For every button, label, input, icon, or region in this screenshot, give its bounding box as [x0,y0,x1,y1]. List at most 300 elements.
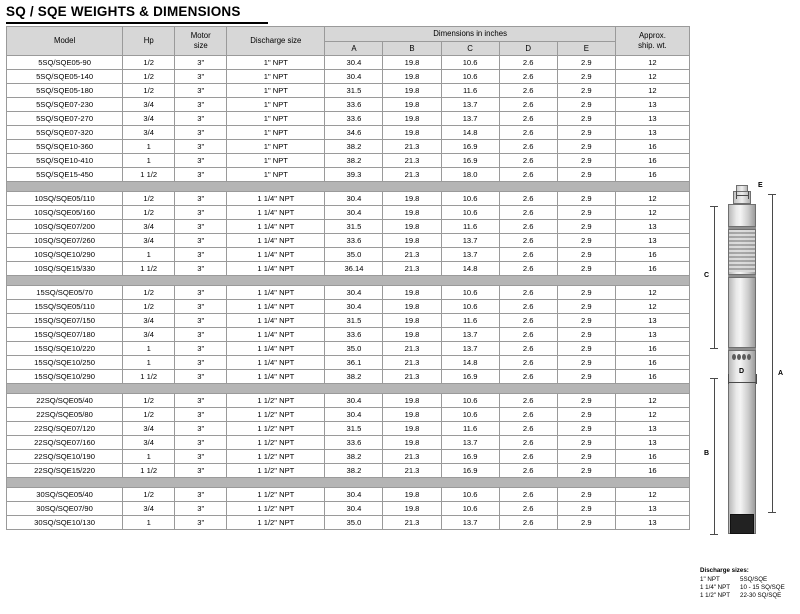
cell-e: 2.9 [557,502,615,516]
cell-ship-weight: 13 [615,314,689,328]
cell-motor-size: 3" [175,286,227,300]
cell-b: 19.8 [383,394,441,408]
column-header-e: E [557,41,615,56]
cell-b: 19.8 [383,502,441,516]
cell-ship-weight: 12 [615,300,689,314]
cell-discharge-size: 1 1/2" NPT [227,408,325,422]
table-row [7,342,690,356]
pump-intake-ports [732,354,752,361]
cell-hp: 1/2 [123,408,175,422]
footnote-model-range: 22-30 SQ/SQE [740,592,782,599]
cell-d: 2.6 [499,126,557,140]
cell-c: 10.6 [441,394,499,408]
cell-d: 2.6 [499,168,557,182]
cell-ship-weight: 13 [615,98,689,112]
table-row [7,502,690,516]
dimension-a-line [772,194,773,512]
cell-b: 21.3 [383,356,441,370]
cell-model: 15SQ/SQE10/290 [7,370,123,384]
cell-motor-size: 3" [175,98,227,112]
cell-b: 21.3 [383,154,441,168]
cell-d: 2.6 [499,356,557,370]
cell-e: 2.9 [557,464,615,478]
footnote-model-range: 5SQ/SQE [740,576,768,583]
cell-model: 5SQ/SQE05-180 [7,84,123,98]
cell-hp: 1/2 [123,300,175,314]
cell-hp: 3/4 [123,98,175,112]
cell-e: 2.9 [557,394,615,408]
cell-c: 10.6 [441,70,499,84]
cell-c: 16.9 [441,464,499,478]
cell-hp: 3/4 [123,502,175,516]
pump-motor-end [730,514,754,534]
cell-c: 14.8 [441,356,499,370]
cell-b: 21.3 [383,168,441,182]
cell-ship-weight: 16 [615,342,689,356]
footnote-rows [700,576,798,600]
cell-e: 2.9 [557,98,615,112]
cell-a: 31.5 [325,220,383,234]
cell-ship-weight: 16 [615,248,689,262]
cell-b: 19.8 [383,192,441,206]
motor-size-line2: size [193,41,208,50]
cell-motor-size: 3" [175,464,227,478]
cell-d: 2.6 [499,502,557,516]
cell-hp: 3/4 [123,328,175,342]
cell-discharge-size: 1 1/2" NPT [227,450,325,464]
cell-b: 21.3 [383,516,441,530]
cell-motor-size: 3" [175,206,227,220]
cell-hp: 1/2 [123,84,175,98]
cell-e: 2.9 [557,248,615,262]
pump-dimension-drawing [700,182,796,562]
cell-d: 2.6 [499,328,557,342]
cell-hp: 1 1/2 [123,370,175,384]
cell-a: 33.6 [325,328,383,342]
cell-motor-size: 3" [175,56,227,70]
table-row [7,126,690,140]
cell-e: 2.9 [557,328,615,342]
cell-model: 22SQ/SQE10/190 [7,450,123,464]
cell-d: 2.6 [499,140,557,154]
footnote-row [700,584,798,592]
table-row [7,206,690,220]
cell-ship-weight: 16 [615,154,689,168]
cell-motor-size: 3" [175,422,227,436]
cell-ship-weight: 16 [615,168,689,182]
cell-a: 30.4 [325,70,383,84]
cell-c: 14.8 [441,126,499,140]
ship-weight-line1: Approx. [638,31,666,40]
cell-motor-size: 3" [175,262,227,276]
cell-c: 13.7 [441,112,499,126]
cell-model: 5SQ/SQE05-90 [7,56,123,70]
cell-discharge-size: 1" NPT [227,154,325,168]
cell-hp: 3/4 [123,314,175,328]
table-row [7,98,690,112]
cell-b: 19.8 [383,56,441,70]
table-row [7,422,690,436]
dimension-b-top-tick [710,378,718,379]
cell-motor-size: 3" [175,300,227,314]
page-title-block [6,4,794,24]
table-row [7,112,690,126]
cell-ship-weight: 13 [615,112,689,126]
cell-a: 35.0 [325,516,383,530]
cell-motor-size: 3" [175,516,227,530]
table-row [7,408,690,422]
cell-ship-weight: 13 [615,422,689,436]
cell-c: 11.6 [441,84,499,98]
table-group-separator [7,478,690,488]
cell-hp: 1 [123,342,175,356]
cell-a: 38.2 [325,464,383,478]
dimension-d-right-tick [756,374,757,384]
cell-model: 5SQ/SQE10-360 [7,140,123,154]
cell-discharge-size: 1 1/2" NPT [227,516,325,530]
cell-d: 2.6 [499,248,557,262]
footnote-row [700,592,798,600]
cell-model: 15SQ/SQE10/250 [7,356,123,370]
cell-ship-weight: 12 [615,408,689,422]
cell-discharge-size: 1 1/4" NPT [227,300,325,314]
cell-motor-size: 3" [175,450,227,464]
table-row [7,262,690,276]
cell-c: 11.6 [441,422,499,436]
cell-model: 5SQ/SQE07-270 [7,112,123,126]
dimension-c-top-tick [710,206,718,207]
table-row [7,234,690,248]
cell-model: 10SQ/SQE07/200 [7,220,123,234]
cell-e: 2.9 [557,112,615,126]
cell-c: 14.8 [441,262,499,276]
cell-hp: 1 [123,356,175,370]
cell-model: 5SQ/SQE15-450 [7,168,123,182]
table-row [7,328,690,342]
cell-b: 19.8 [383,328,441,342]
dimension-e-line [736,195,748,196]
cell-hp: 1/2 [123,56,175,70]
cell-hp: 3/4 [123,112,175,126]
cell-d: 2.6 [499,450,557,464]
cell-e: 2.9 [557,314,615,328]
cell-a: 33.6 [325,436,383,450]
cell-d: 2.6 [499,464,557,478]
dimension-e-right-tick [748,191,749,199]
table-row [7,248,690,262]
cell-hp: 1 [123,248,175,262]
cell-discharge-size: 1 1/4" NPT [227,262,325,276]
cell-b: 19.8 [383,234,441,248]
cell-d: 2.6 [499,286,557,300]
cell-a: 33.6 [325,234,383,248]
cell-b: 21.3 [383,450,441,464]
cell-motor-size: 3" [175,488,227,502]
cell-motor-size: 3" [175,234,227,248]
cell-d: 2.6 [499,300,557,314]
footnote-row [700,576,798,584]
cell-b: 19.8 [383,220,441,234]
cell-a: 38.2 [325,154,383,168]
cell-discharge-size: 1" NPT [227,126,325,140]
specifications-table-wrapper [6,26,690,530]
cell-discharge-size: 1" NPT [227,84,325,98]
cell-motor-size: 3" [175,502,227,516]
cell-a: 33.6 [325,98,383,112]
table-row [7,220,690,234]
cell-b: 19.8 [383,126,441,140]
cell-a: 30.4 [325,502,383,516]
cell-discharge-size: 1 1/2" NPT [227,464,325,478]
cell-a: 33.6 [325,112,383,126]
cell-c: 13.7 [441,436,499,450]
cell-b: 19.8 [383,206,441,220]
cell-e: 2.9 [557,192,615,206]
cell-c: 16.9 [441,450,499,464]
cell-d: 2.6 [499,206,557,220]
cell-discharge-size: 1" NPT [227,70,325,84]
table-row [7,464,690,478]
cell-model: 10SQ/SQE07/260 [7,234,123,248]
cell-ship-weight: 12 [615,394,689,408]
cell-hp: 1 1/2 [123,464,175,478]
cell-discharge-size: 1 1/4" NPT [227,370,325,384]
cell-motor-size: 3" [175,168,227,182]
cell-b: 21.3 [383,140,441,154]
title-divider [6,22,268,24]
cell-a: 31.5 [325,422,383,436]
table-row [7,168,690,182]
cell-hp: 1 [123,450,175,464]
cell-a: 35.0 [325,248,383,262]
cell-discharge-size: 1 1/4" NPT [227,234,325,248]
cell-model: 5SQ/SQE07-320 [7,126,123,140]
cell-ship-weight: 12 [615,488,689,502]
cell-a: 34.6 [325,126,383,140]
cell-a: 30.4 [325,300,383,314]
table-group-separator-cell [7,182,690,192]
table-row [7,140,690,154]
cell-model: 15SQ/SQE05/70 [7,286,123,300]
cell-hp: 1/2 [123,192,175,206]
dimension-label-c: C [704,272,710,279]
cell-motor-size: 3" [175,84,227,98]
cell-a: 36.14 [325,262,383,276]
cell-d: 2.6 [499,98,557,112]
cell-model: 30SQ/SQE07/90 [7,502,123,516]
cell-a: 38.2 [325,140,383,154]
dimension-a-top-tick [768,194,776,195]
cell-d: 2.6 [499,436,557,450]
cell-ship-weight: 16 [615,262,689,276]
column-header-motor-size [175,27,227,56]
cell-e: 2.9 [557,220,615,234]
table-row [7,70,690,84]
cell-motor-size: 3" [175,394,227,408]
cell-e: 2.9 [557,56,615,70]
cell-d: 2.6 [499,234,557,248]
column-header-ship-weight [615,27,689,56]
cell-ship-weight: 12 [615,286,689,300]
table-row [7,370,690,384]
cell-c: 10.6 [441,206,499,220]
cell-e: 2.9 [557,370,615,384]
table-row [7,356,690,370]
cell-e: 2.9 [557,286,615,300]
cell-c: 18.0 [441,168,499,182]
cell-model: 5SQ/SQE05-140 [7,70,123,84]
table-row [7,450,690,464]
cell-e: 2.9 [557,234,615,248]
cell-hp: 1/2 [123,488,175,502]
cell-b: 19.8 [383,488,441,502]
pump-stage-section [729,230,755,272]
cell-motor-size: 3" [175,220,227,234]
cell-d: 2.6 [499,342,557,356]
cell-motor-size: 3" [175,328,227,342]
table-row [7,314,690,328]
cell-ship-weight: 13 [615,502,689,516]
cell-d: 2.6 [499,56,557,70]
cell-c: 13.7 [441,516,499,530]
cell-e: 2.9 [557,356,615,370]
cell-b: 19.8 [383,286,441,300]
cell-e: 2.9 [557,408,615,422]
cell-c: 10.6 [441,56,499,70]
cell-motor-size: 3" [175,126,227,140]
cell-model: 30SQ/SQE10/130 [7,516,123,530]
footnote-discharge-size: 1 1/2" NPT [700,592,731,599]
dimension-label-d: D [739,368,745,375]
footnote-discharge-size: 1" NPT [700,576,720,583]
cell-ship-weight: 13 [615,516,689,530]
cell-e: 2.9 [557,168,615,182]
column-header-hp: Hp [123,27,175,56]
cell-d: 2.6 [499,70,557,84]
cell-model: 15SQ/SQE07/150 [7,314,123,328]
cell-motor-size: 3" [175,112,227,126]
cell-model: 15SQ/SQE07/180 [7,328,123,342]
dimension-b-bottom-tick [710,534,718,535]
cell-d: 2.6 [499,516,557,530]
cell-hp: 1 [123,516,175,530]
cell-discharge-size: 1" NPT [227,168,325,182]
cell-ship-weight: 12 [615,84,689,98]
cell-b: 19.8 [383,408,441,422]
cell-model: 22SQ/SQE05/40 [7,394,123,408]
cell-d: 2.6 [499,112,557,126]
cell-a: 38.2 [325,370,383,384]
cell-a: 30.4 [325,488,383,502]
cell-discharge-size: 1 1/4" NPT [227,342,325,356]
cell-a: 30.4 [325,206,383,220]
table-row [7,516,690,530]
table-row [7,488,690,502]
table-body [7,56,690,530]
column-header-b: B [383,41,441,56]
cell-discharge-size: 1" NPT [227,98,325,112]
cell-c: 10.6 [441,192,499,206]
cell-ship-weight: 12 [615,192,689,206]
motor-size-line1: Motor [190,31,211,40]
cell-ship-weight: 16 [615,370,689,384]
cell-ship-weight: 13 [615,436,689,450]
table-header [7,27,690,56]
cell-c: 11.6 [441,314,499,328]
dimension-label-b: B [704,450,710,457]
cell-model: 10SQ/SQE15/330 [7,262,123,276]
cell-model: 22SQ/SQE07/120 [7,422,123,436]
dimension-b-line [714,378,715,534]
pump-band-upper [728,226,756,230]
cell-b: 19.8 [383,70,441,84]
cell-discharge-size: 1 1/4" NPT [227,248,325,262]
cell-motor-size: 3" [175,314,227,328]
pump-band-lower [728,347,756,351]
page-title: SQ / SQE WEIGHTS & DIMENSIONS [6,4,241,19]
discharge-sizes-footnote [700,567,798,600]
cell-b: 21.3 [383,248,441,262]
cell-model: 22SQ/SQE05/80 [7,408,123,422]
table-row [7,394,690,408]
cell-c: 10.6 [441,300,499,314]
cell-d: 2.6 [499,220,557,234]
table-group-separator-cell [7,478,690,488]
cell-c: 10.6 [441,502,499,516]
cell-model: 15SQ/SQE05/110 [7,300,123,314]
cell-discharge-size: 1 1/2" NPT [227,488,325,502]
cell-discharge-size: 1 1/4" NPT [227,192,325,206]
table-row [7,56,690,70]
cell-b: 21.3 [383,464,441,478]
column-header-model: Model [7,27,123,56]
cell-b: 21.3 [383,370,441,384]
cell-motor-size: 3" [175,192,227,206]
cell-a: 31.5 [325,314,383,328]
cell-a: 30.4 [325,408,383,422]
cell-a: 30.4 [325,286,383,300]
table-row [7,436,690,450]
cell-motor-size: 3" [175,140,227,154]
cell-motor-size: 3" [175,436,227,450]
cell-b: 19.8 [383,112,441,126]
cell-ship-weight: 12 [615,56,689,70]
cell-c: 13.7 [441,248,499,262]
cell-hp: 1 [123,140,175,154]
table-row [7,154,690,168]
cell-d: 2.6 [499,314,557,328]
dimension-d-line [728,382,756,383]
cell-d: 2.6 [499,408,557,422]
cell-e: 2.9 [557,206,615,220]
cell-e: 2.9 [557,154,615,168]
pump-band-middle [728,274,756,278]
cell-b: 19.8 [383,300,441,314]
cell-d: 2.6 [499,394,557,408]
cell-hp: 3/4 [123,234,175,248]
footnote-discharge-size: 1 1/4" NPT [700,584,731,591]
cell-model: 30SQ/SQE05/40 [7,488,123,502]
cell-c: 11.6 [441,220,499,234]
table-group-separator [7,276,690,286]
cell-motor-size: 3" [175,356,227,370]
cell-d: 2.6 [499,370,557,384]
cell-hp: 1/2 [123,286,175,300]
dimension-label-a: A [778,370,784,377]
cell-e: 2.9 [557,488,615,502]
cell-d: 2.6 [499,154,557,168]
column-header-c: C [441,41,499,56]
